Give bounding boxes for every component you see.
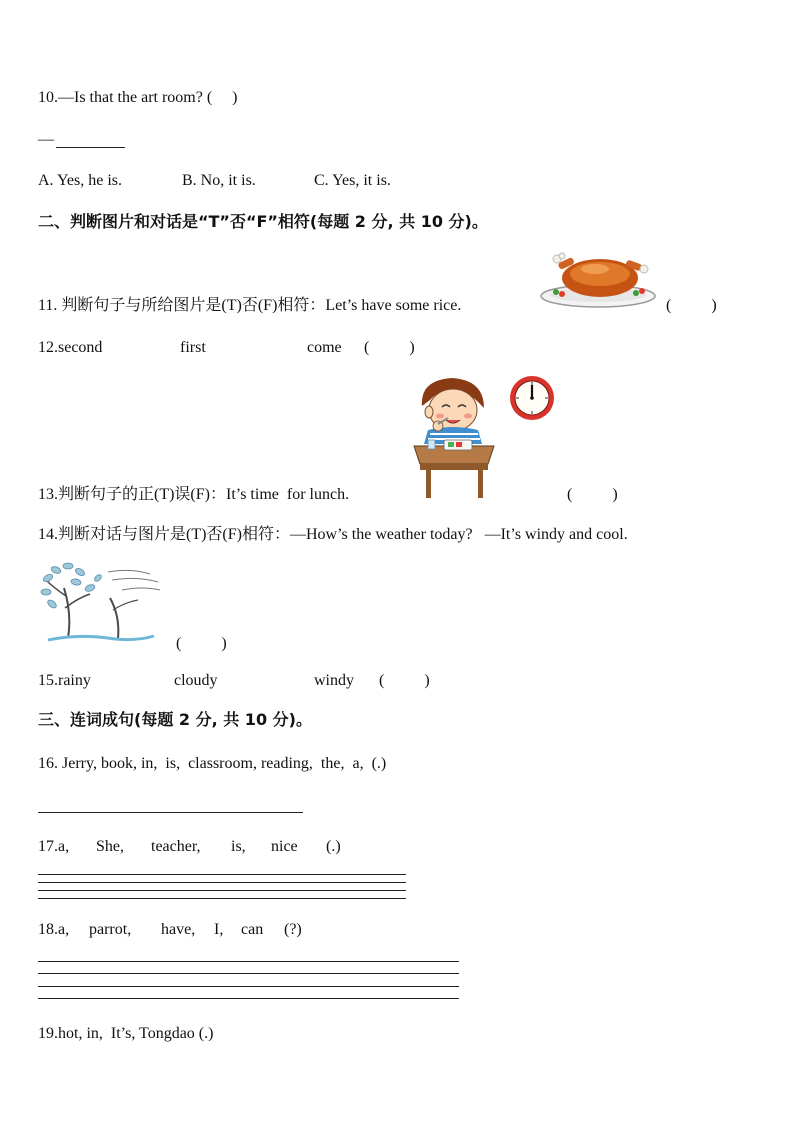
q10-dash: — [38,131,54,148]
q17-answer-line-3[interactable] [38,890,406,891]
q11-text: 11. 判断句子与所给图片是(T)否(F)相符：Let’s have some rice. [38,297,462,314]
q17-word-a: 17.a, [38,838,70,855]
q18-word-question: (?) [284,921,302,938]
q19-text: 19.hot, in, It’s, Tongdao (.) [38,1025,214,1042]
roast-turkey-icon [540,248,660,310]
q16-text: 16. Jerry, book, in, is, classroom, reading, the, a, (.) [38,755,387,772]
q17-word-she: She, [96,838,124,855]
q17-word-period: (.) [326,838,341,855]
q15-word-cloudy: cloudy [174,672,218,689]
wall-clock-icon [508,374,556,422]
q18-answer-line-4[interactable] [38,998,459,999]
q17-word-teacher: teacher, [151,838,201,855]
q10-question: 10.—Is that the art room? ( ) [38,89,238,106]
q14-answer-blank[interactable]: ( ) [176,635,227,652]
q12-word-first: first [180,339,206,356]
q17-word-nice: nice [271,838,298,855]
q15-word-windy: windy [314,672,354,689]
q13-answer-blank[interactable]: ( ) [567,486,618,503]
q13-text: 13.判断句子的正(T)误(F)：It’s time for lunch. [38,486,350,503]
q18-word-have: have, [161,921,196,938]
q10-option-b: B. No, it is. [182,172,256,189]
q15-word-rainy: 15.rainy [38,672,91,689]
q10-answer-line[interactable] [56,147,125,148]
q16-answer-line[interactable] [38,812,303,813]
q15-answer-blank[interactable]: ( ) [379,672,430,689]
q18-word-parrot: parrot, [89,921,132,938]
q12-answer-blank[interactable]: ( ) [364,339,415,356]
q10-option-c: C. Yes, it is. [314,172,391,189]
q17-word-is: is, [231,838,246,855]
boy-eating-lunch-icon [408,374,500,502]
q12-word-second: 12.second [38,339,103,356]
q17-answer-line-1[interactable] [38,874,406,875]
q18-answer-line-3[interactable] [38,986,459,987]
q18-answer-line-2[interactable] [38,973,459,974]
section2-title: 二、判断图片和对话是“T”否“F”相符(每题 2 分, 共 10 分)。 [38,212,488,231]
q18-word-can: can [241,921,264,938]
q12-word-come: come [307,339,342,356]
section3-title: 三、连词成句(每题 2 分, 共 10 分)。 [38,710,312,729]
q17-answer-line-2[interactable] [38,882,406,883]
q17-answer-line-4[interactable] [38,898,406,899]
q14-text: 14.判断对话与图片是(T)否(F)相符：—How’s the weather today? —It’s windy and cool. [38,526,628,543]
q10-option-a: A. Yes, he is. [38,172,123,189]
windy-tree-icon [38,558,164,644]
q18-answer-line-1[interactable] [38,961,459,962]
q11-answer-blank[interactable]: ( ) [666,297,717,314]
q18-word-a: 18.a, [38,921,70,938]
q18-word-i: I, [214,921,224,938]
